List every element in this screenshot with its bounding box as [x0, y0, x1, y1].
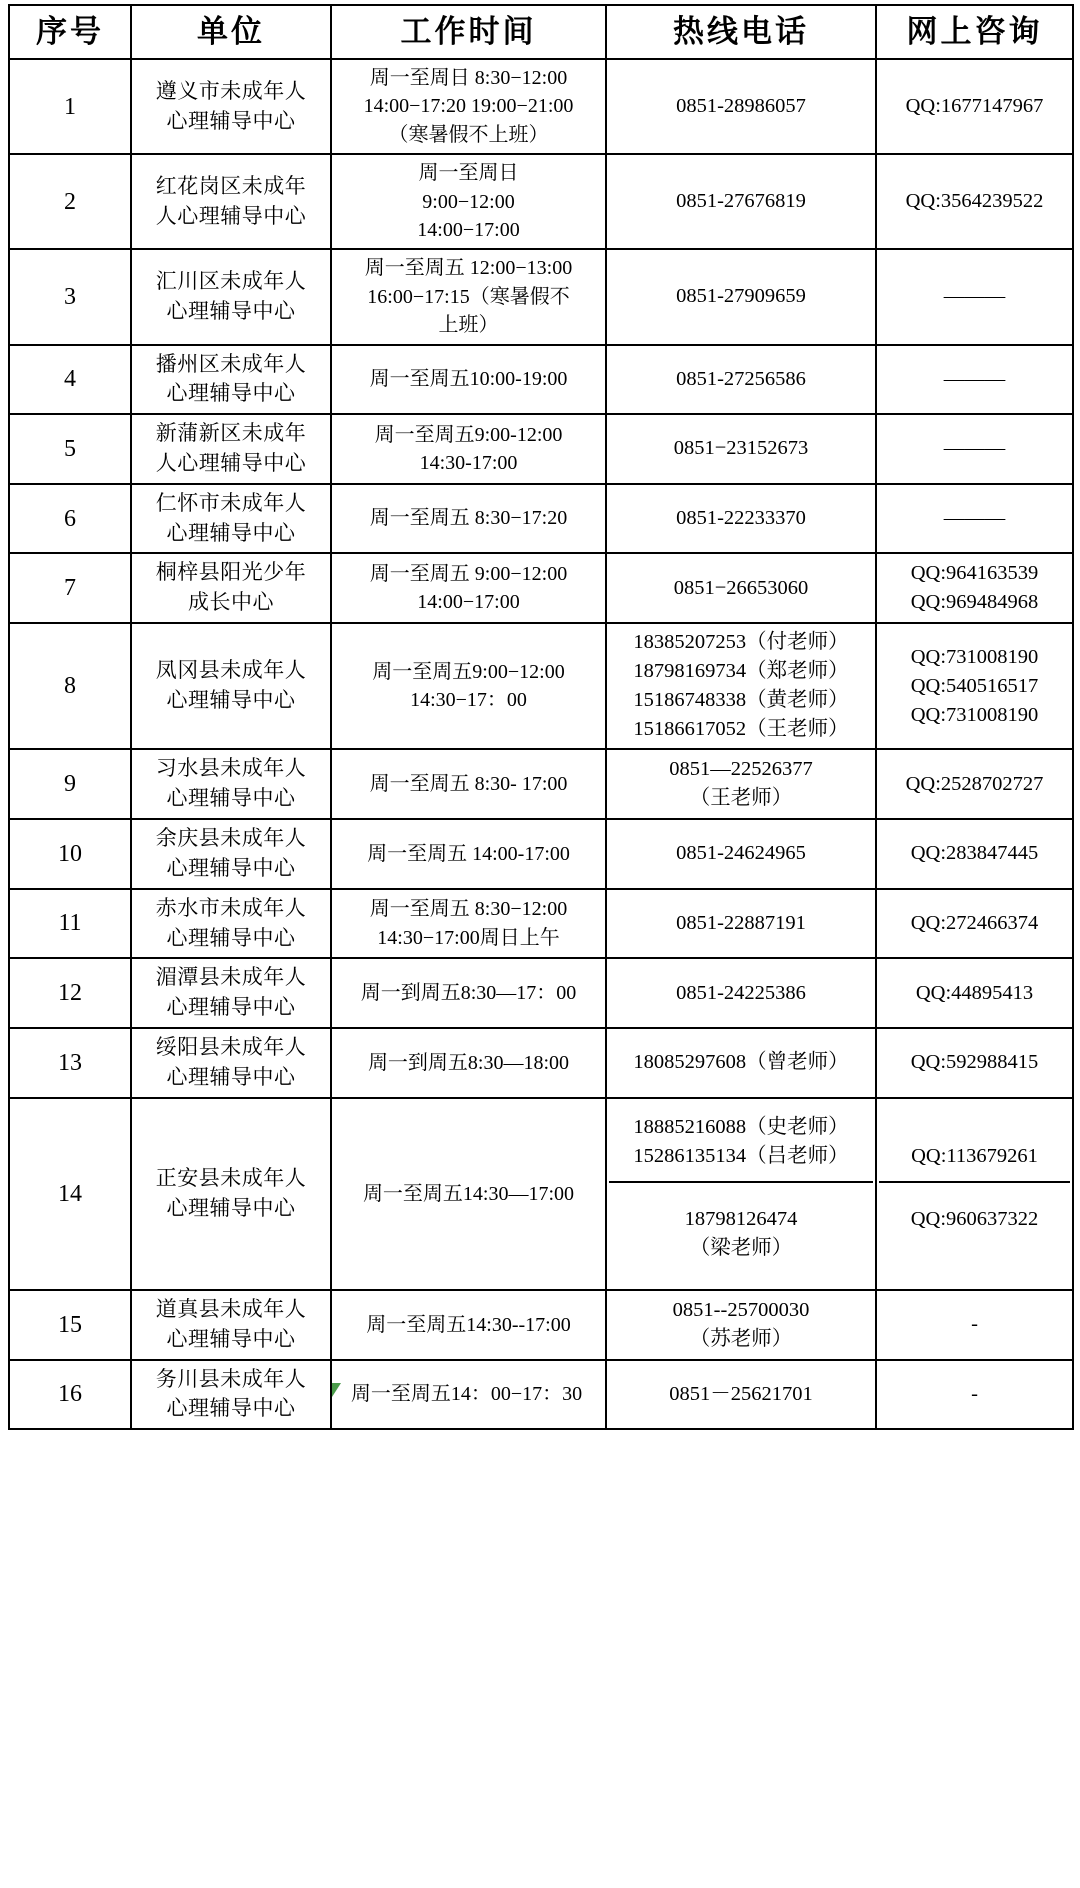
row-index: 4 — [9, 345, 131, 415]
table-row — [9, 154, 1073, 249]
cell-online-consult: ——— — [876, 484, 1073, 554]
cell-unit-name: 湄潭县未成年人 心理辅导中心 — [131, 958, 331, 1028]
cell-online-consult: ——— — [876, 345, 1073, 415]
cell-working-hours: 周一至周五 8:30- 17:00 — [331, 749, 606, 819]
table-row — [9, 1360, 1073, 1430]
cell-online-consult: QQ:2528702727 — [876, 749, 1073, 819]
column-header-phone: 热线电话 — [606, 5, 876, 59]
cell-hotline-phone: 0851-22233370 — [606, 484, 876, 554]
cell-hotline-phone — [606, 1098, 876, 1290]
row-index: 8 — [9, 623, 131, 749]
table-row — [9, 749, 1073, 819]
cell-working-hours — [331, 1360, 606, 1430]
cell-unit-name: 红花岗区未成年 人心理辅导中心 — [131, 154, 331, 249]
cell-hotline-phone: 18385207253（付老师） 18798169734（郑老师） 15186748338（黄老师） 15186617052（王老师） — [606, 623, 876, 749]
cell-online-consult: ——— — [876, 414, 1073, 484]
table-row — [9, 59, 1073, 154]
cell-working-hours: 周一至周五14:30—17:00 — [331, 1098, 606, 1290]
cell-unit-name: 遵义市未成年人 心理辅导中心 — [131, 59, 331, 154]
row-index: 9 — [9, 749, 131, 819]
cell-unit-name: 务川县未成年人 心理辅导中心 — [131, 1360, 331, 1430]
cell-online-consult: - — [876, 1360, 1073, 1430]
cell-working-hours: 周一到周五8:30—17：00 — [331, 958, 606, 1028]
cell-hotline-phone: 0851-24624965 — [606, 819, 876, 889]
cell-online-consult: QQ:3564239522 — [876, 154, 1073, 249]
table-row — [9, 1028, 1073, 1098]
column-header-qq: 网上咨询 — [876, 5, 1073, 59]
cell-working-hours: 周一至周日 8:30−12:00 14:00−17:20 19:00−21:00 （寒暑假不上班） — [331, 59, 606, 154]
cell-online-consult: QQ:731008190 QQ:540516517 QQ:731008190 — [876, 623, 1073, 749]
row-index: 5 — [9, 414, 131, 484]
row-index: 10 — [9, 819, 131, 889]
row-index: 2 — [9, 154, 131, 249]
cell-hotline-phone: 18085297608（曾老师） — [606, 1028, 876, 1098]
cell-online-consult: QQ:1677147967 — [876, 59, 1073, 154]
cell-unit-name: 绥阳县未成年人 心理辅导中心 — [131, 1028, 331, 1098]
column-header-no: 序号 — [9, 5, 131, 59]
cell-unit-name: 播州区未成年人 心理辅导中心 — [131, 345, 331, 415]
table-row — [9, 553, 1073, 623]
table-row — [9, 249, 1073, 344]
cell-unit-name: 凤冈县未成年人 心理辅导中心 — [131, 623, 331, 749]
cell-working-hours: 周一至周五10:00-19:00 — [331, 345, 606, 415]
cell-unit-name: 桐梓县阳光少年 成长中心 — [131, 553, 331, 623]
cell-working-hours: 周一至周五9:00−12:00 14:30−17：00 — [331, 623, 606, 749]
cell-working-hours: 周一至周五 8:30−17:20 — [331, 484, 606, 554]
row-index: 13 — [9, 1028, 131, 1098]
row-index: 1 — [9, 59, 131, 154]
cell-unit-name: 仁怀市未成年人 心理辅导中心 — [131, 484, 331, 554]
cell-working-hours: 周一至周日 9:00−12:00 14:00−17:00 — [331, 154, 606, 249]
cell-online-consult: QQ:283847445 — [876, 819, 1073, 889]
cell-online-consult: QQ:592988415 — [876, 1028, 1073, 1098]
cell-online-consult: QQ:44895413 — [876, 958, 1073, 1028]
table-row — [9, 623, 1073, 749]
qq-subcell: QQ:113679261 — [879, 1132, 1070, 1183]
row-index: 6 — [9, 484, 131, 554]
cell-working-hours: 周一至周五9:00-12:00 14:30-17:00 — [331, 414, 606, 484]
cell-unit-name: 习水县未成年人 心理辅导中心 — [131, 749, 331, 819]
cell-hotline-phone: 0851-27256586 — [606, 345, 876, 415]
table-row — [9, 889, 1073, 959]
cell-hotline-phone: 0851-27909659 — [606, 249, 876, 344]
cell-unit-name: 汇川区未成年人 心理辅导中心 — [131, 249, 331, 344]
column-header-unit: 单位 — [131, 5, 331, 59]
cell-hotline-phone: 0851-28986057 — [606, 59, 876, 154]
cell-online-consult: - — [876, 1290, 1073, 1360]
cell-hotline-phone: 0851—22526377 （王老师） — [606, 749, 876, 819]
row-index: 16 — [9, 1360, 131, 1430]
row-index: 7 — [9, 553, 131, 623]
row-index: 11 — [9, 889, 131, 959]
table-row — [9, 1290, 1073, 1360]
working-hours-overflow-text: 周一至周五14：00−17：30 — [350, 1383, 583, 1406]
row-index: 3 — [9, 249, 131, 344]
phone-subcell: 18798126474 （梁老师） — [684, 1207, 798, 1259]
cell-hotline-phone: 0851−23152673 — [606, 414, 876, 484]
cell-unit-name: 新蒲新区未成年 人心理辅导中心 — [131, 414, 331, 484]
table-row — [9, 1098, 1073, 1290]
cell-online-consult — [876, 1098, 1073, 1290]
cell-online-consult: QQ:272466374 — [876, 889, 1073, 959]
table-row — [9, 819, 1073, 889]
row-index: 15 — [9, 1290, 131, 1360]
cell-hotline-phone: 0851--25700030 （苏老师） — [606, 1290, 876, 1360]
cell-unit-name: 赤水市未成年人 心理辅导中心 — [131, 889, 331, 959]
column-header-time: 工作时间 — [331, 5, 606, 59]
cell-working-hours: 周一至周五 8:30−12:00 14:30−17:00周日上午 — [331, 889, 606, 959]
cell-hotline-phone: 0851-27676819 — [606, 154, 876, 249]
cell-unit-name: 道真县未成年人 心理辅导中心 — [131, 1290, 331, 1360]
cell-working-hours: 周一至周五14:30--17:00 — [331, 1290, 606, 1360]
cell-hotline-phone: 0851-24225386 — [606, 958, 876, 1028]
cell-hotline-phone: 0851−26653060 — [606, 553, 876, 623]
cell-online-consult: ——— — [876, 249, 1073, 344]
table-header — [9, 5, 1073, 59]
cell-hotline-phone: 0851－25621701 — [606, 1360, 876, 1430]
row-index: 12 — [9, 958, 131, 1028]
row-index: 14 — [9, 1098, 131, 1290]
table-row — [9, 414, 1073, 484]
cell-unit-name: 余庆县未成年人 心理辅导中心 — [131, 819, 331, 889]
table-row — [9, 484, 1073, 554]
cell-working-hours: 周一至周五 14:00-17:00 — [331, 819, 606, 889]
cell-online-consult: QQ:964163539 QQ:969484968 — [876, 553, 1073, 623]
table-row — [9, 958, 1073, 1028]
hotline-directory-table — [8, 4, 1074, 1430]
cell-working-hours: 周一至周五 12:00−13:00 16:00−17:15（寒暑假不 上班） — [331, 249, 606, 344]
header-row — [9, 5, 1073, 59]
qq-subcell: QQ:960637322 — [910, 1207, 1039, 1230]
table-row — [9, 345, 1073, 415]
cell-unit-name: 正安县未成年人 心理辅导中心 — [131, 1098, 331, 1290]
cell-working-hours: 周一至周五 9:00−12:00 14:00−17:00 — [331, 553, 606, 623]
cell-working-hours: 周一到周五8:30—18:00 — [331, 1028, 606, 1098]
cell-hotline-phone: 0851-22887191 — [606, 889, 876, 959]
phone-subcell: 18885216088（史老师） 15286135134（吕老师） — [609, 1103, 873, 1183]
table-body — [9, 59, 1073, 1429]
